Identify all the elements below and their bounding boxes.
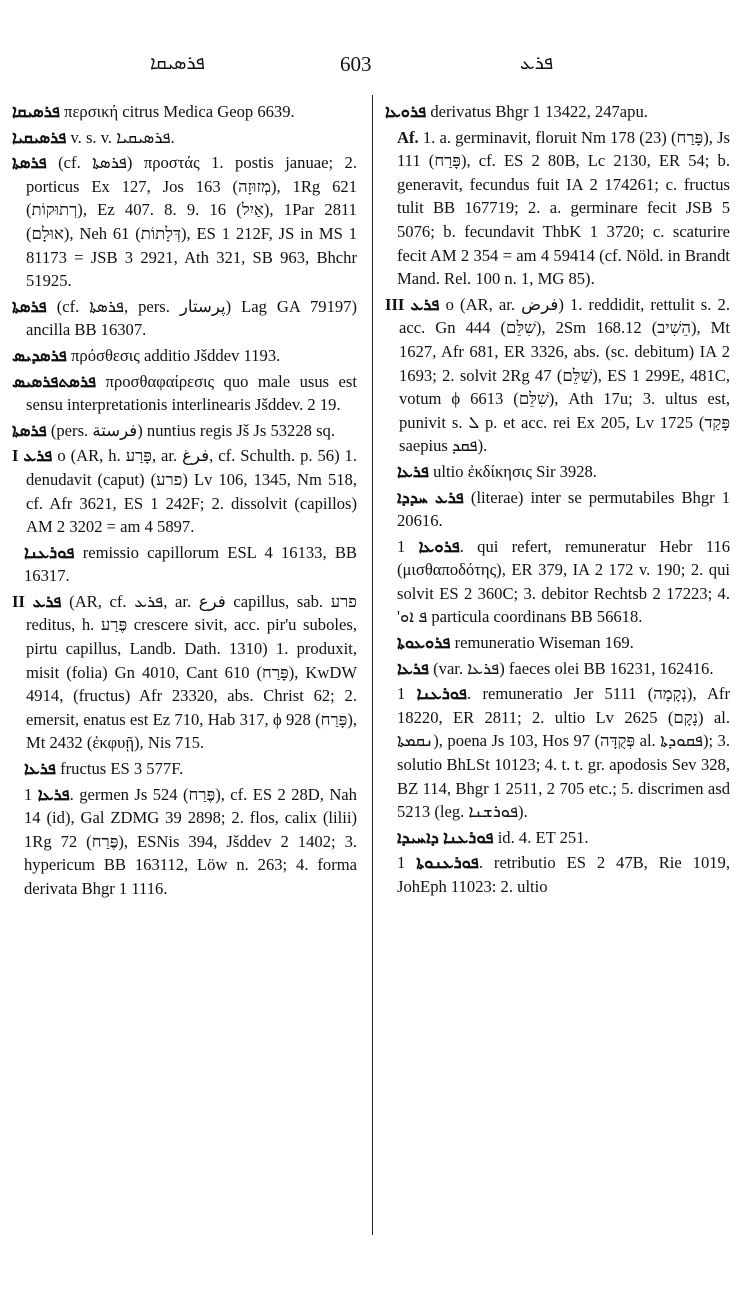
entry-headword: ܦܪܥ ܚܕܕܐ	[397, 487, 464, 507]
dictionary-entry	[385, 682, 730, 824]
dictionary-entry	[12, 783, 357, 901]
entry-text: πρόσθεσις additio Jšddev 1193.	[66, 345, 281, 365]
entry-headword: ܦܪܘܥܐ	[418, 536, 460, 556]
page-number: 603	[340, 52, 372, 76]
dictionary-entry	[385, 293, 730, 458]
entry-headword: ܦܪܣܬܐ	[12, 420, 47, 440]
dictionary-entry	[12, 126, 357, 150]
entry-headword: II ܦܪܥ	[12, 591, 62, 611]
entry-text: v. s. v. ܦܪܣܝܩܝܐ.	[66, 127, 175, 147]
dictionary-entry	[385, 126, 730, 291]
entry-headword: ܦܪܣܬܐ	[12, 296, 47, 316]
entry-text: ultio ἐκδίκησις Sir 3928.	[428, 461, 597, 481]
dictionary-entry	[12, 444, 357, 538]
entry-headword: III ܦܪܥ	[385, 294, 440, 314]
entry-text: (AR, cf. ܦܪܥ, ar. فرع capillus, sab. פרע reditus, h. פֶּרַע crescere sivit, acc. pir'u suboles, pirtu capillus, Landb. Dath. 1310) 1. produxit, misit (folia) Gn 4010, Cant 610 (פָּרַח), KwDW 4914, (fructus) Afr 23320, abs. Christ 62; 2. emersit, enatus est Ez 710, Hab 317, ϕ 928 (פָּרַח), Mt 2432 (ἐκφυῇ), Nis 715.	[26, 591, 357, 753]
entry-text: o (AR, ar. فرض) 1. reddidit, rettulit s. 2. acc. Gn 444 (שִׁלֵּם), 2Sm 168.12 (הֵשִׁיב), Mt 1627, Afr 681, ER 3326, abs. (sc. debitum) IA 2 1693; 2. solvit 2Rg 47 (שַׁלֵּם), ES 1 299E, 481C, votum ϕ 6613 (שִׁלֵּם), Ath 17u; 3. ultus est, punivit s. ܠ p. et acc. rei Ex 205, Lv 1725 (פָּקַד saepius ܦܩܕ).	[399, 294, 730, 456]
dictionary-entry	[385, 460, 730, 484]
dictionary-entry	[12, 419, 357, 443]
entry-text: 1. qui refert, remuneratur Hebr 116 (μισθαποδότης), ER 379, IA 2 172 v. 190; 2. qui solvit ES 2 360C; 3. debitor Rechtsb 2 17223; 4. 'ܦ ܐܘ particula coordinans BB 56618.	[397, 536, 730, 627]
entry-text: περσική citrus Medica Geop 6639.	[59, 102, 295, 121]
entry-headword: ܦܪܥܐ	[397, 658, 429, 678]
entry-text: remuneratio Wiseman 169.	[450, 633, 634, 653]
dictionary-entry	[385, 535, 730, 629]
dictionary-entry	[385, 851, 730, 898]
entry-text: (cf. ܦܪܣܬܐ) προστάς 1. postis januae; 2. porticus Ex 127, Jos 163 (מְזוּזָה), 1Rg 621 (רְתוּקוֹת), Ez 407. 8. 9. 16 (אַיִל), 1Par 2811 (אוּלָם), Neh 61 (דְּלָתוֹת), ES 1 212F, JS in MS 1 81173 = JSB 3 2921, Ath 321, SB 963, Bhchr 51925.	[26, 153, 357, 291]
entry-headword: ܦܪܥܐ	[397, 461, 429, 481]
entry-text: (pers. فرستة) nuntius regis Jš Js 53228 sq.	[46, 420, 335, 440]
dictionary-entry	[385, 826, 730, 850]
dictionary-entry	[12, 295, 357, 342]
entry-text: 1. germen Js 524 (פֶּרַח), cf. ES 2 28D, Nah 14 (id), Gal ZDMG 39 2898; 2. flos, calix (lilii) 1Rg 72 (פֶּרַח), ESNis 394, Jšddev 2 1402; 3. hypericum BB 163112, Löw n. 263; 4. forma derivata Bhgr 1 1116.	[24, 784, 357, 898]
dictionary-entry	[12, 370, 357, 417]
entry-headword: Af.	[397, 127, 419, 147]
dictionary-entry	[385, 631, 730, 655]
entry-headword: ܦܪܣܝܩܝܐ	[12, 127, 67, 147]
entry-text: derivatus Bhgr 1 13422, 247apu.	[426, 102, 648, 121]
entry-headword: ܦܪܣܕܝܣ	[12, 345, 67, 365]
entry-text: 1. remuneratio Jer 5111 (נְקָמָה), Afr 18220, ER 2811; 2. ultio Lv 2625 (נָקָם) al. ܢܩܡܬܐ), poena Js 103, Hos 97 (פְּקֻדָּה al. ܦܩܘܕܬܐ); 3. solutio BhLSt 10123; 4. t. t. gr. apodosis Sev 328, BZ 114, Bhgr 1 2511, 2 705 etc.; 5. discrimen asd 5213 (leg. ܦܘܪܫܢܐ).	[397, 684, 730, 822]
dictionary-entry	[12, 541, 357, 588]
entry-headword: ܦܪܣܬܐ	[12, 153, 47, 173]
entry-text: προσθαφαίρεσις quo male usus est sensu interpretationis interlinearis Jšddev. 2 19.	[26, 371, 357, 415]
entry-headword: ܦܪܘܥܐ	[385, 102, 427, 121]
dictionary-entry	[12, 344, 357, 368]
entry-headword: ܦܪܥܐ	[37, 784, 70, 804]
entry-text: fructus ES 3 577F.	[55, 759, 184, 779]
entry-headword: I ܦܪܥ	[12, 446, 53, 466]
header-right-word: ܦܪܥ	[520, 52, 554, 74]
entry-text: 1. a. germinavit, floruit Nm 178 (23) (פָּרַח), Js 111 (פָּרַח), cf. ES 2 80B, Lc 2130, ER 54; b. generavit, fecundus fuit IA 2 174261; c. fructus tulit BB 167719; 2. a. germinare fecit JSB 5 5076; b. fecundavit ThbK 1 3720; c. scaturire fecit AM 2 354 = am 4 59414 (cf. Nöld. in Brandt Mand. Rel. 100 n. 1, MG 85).	[397, 127, 730, 289]
dictionary-entry	[12, 590, 357, 755]
entry-headword: ܦܘܪܥܢܐ	[416, 684, 468, 704]
dictionary-entry	[385, 100, 730, 124]
entry-text: id. 4. ET 251.	[493, 827, 589, 847]
entry-headword: ܦܘܪܥܢܐ ܕܐܚܝܕܐ	[397, 827, 494, 847]
entry-text: remissio capillorum ESL 4 16133, BB 16317.	[24, 542, 357, 586]
dictionary-entry	[12, 757, 357, 781]
entry-text: 1. retributio ES 2 47B, Rie 1019, JohEph 11023: 2. ultio	[397, 853, 730, 896]
dictionary-entry	[385, 657, 730, 681]
entry-headword: ܦܪܣܝܩܐ	[12, 102, 60, 121]
header-left-word: ܦܪܣܝܩܐ	[150, 52, 205, 74]
entry-text: (var. ܦܪܥܐ) faeces olei BB 16231, 162416.	[428, 658, 714, 678]
entry-text: (literae) inter se permutabiles Bhgr 1 20616.	[397, 487, 730, 531]
dictionary-entry	[385, 486, 730, 533]
entry-text: (cf. ܦܪܣܬܐ, pers. پرستار) Lag GA 79197) ancilla BB 16307.	[26, 296, 357, 340]
entry-headword: ܦܪܣܬܦܪܣܝܣ	[12, 371, 97, 391]
column-divider	[372, 95, 373, 1235]
entry-headword: ܦܪܘܥܘܬܐ	[397, 633, 451, 653]
dictionary-entry	[12, 100, 357, 124]
running-head	[0, 52, 750, 82]
entry-text: o (AR, h. פָּרַע, ar. فرغ, cf. Schulth. p. 56) 1. denudavit (caput) (פרע) Lv 106, 1345, Nm 518, cf. Afr 3621, ES 1 242F; 2. dissolvit (capillos) AM 2 3202 = am 4 5897.	[26, 446, 357, 537]
dictionary-entry	[12, 151, 357, 293]
entry-headword: ܦܪܥܐ	[24, 759, 56, 779]
left-column	[12, 100, 357, 1250]
right-column	[385, 100, 730, 1250]
entry-headword: ܦܘܪܥܢܐ	[24, 542, 75, 562]
entry-headword: ܦܘܪܥܢܘܬܐ	[416, 853, 479, 873]
